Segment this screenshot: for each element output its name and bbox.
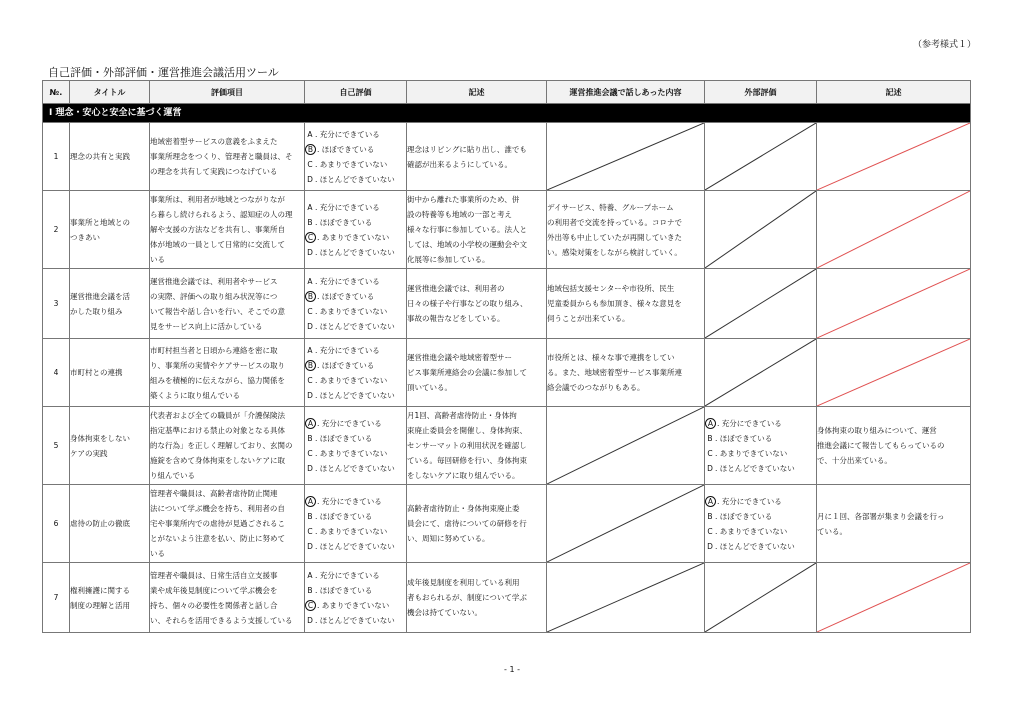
option-letter: A [307,129,313,139]
option-b[interactable]: B . ほぼできている [705,509,816,524]
header-title: タイトル [70,81,150,104]
option-label: 充分にできている [321,496,382,506]
option-label: あまりできていない [719,526,788,536]
header-external-comment: 記述 [817,81,971,104]
option-label: ほぼできている [319,585,373,595]
option-a[interactable]: A . 充分にできている [305,127,406,142]
option-label: ほぼできている [321,360,375,370]
row-title: 虐待の防止の徹底 [70,485,150,563]
self-comment: 高齢者虐待防止・身体拘束廃止委 員会にて、虐待についての研修を行 い、周知に努めている。 [407,485,547,563]
option-d[interactable]: D . ほとんどできていない [305,172,406,187]
option-label: 充分にできている [319,129,380,139]
reference-form-label: （参考様式１） [912,40,976,50]
option-a[interactable]: A . 充分にできている [305,343,406,358]
table-row [43,339,971,407]
self-comment: 月1回、高齢者虐待防止・身体拘 束廃止委員会を開催し、身体拘束、 センサーマットの利用状況を確認し ている。毎回研修を行い、身体拘束 をしないケアに取り組んでいる。 [407,407,547,485]
external-comment-empty-cell [817,269,971,339]
header-external-eval: 外部評価 [705,81,817,104]
option-b[interactable]: B . ほぼできている [305,289,406,304]
self-evaluation-options[interactable] [305,485,407,563]
option-b[interactable]: B . ほぼできている [305,431,406,446]
self-evaluation-options[interactable] [305,123,407,191]
meeting-content: デイサービス、特養、グループホーム の利用者で交流を持っている。コロナで 外出等も中止していたが再開していきた い。感染対策をしながら検討していく。 [547,191,705,269]
option-a[interactable]: A . 充分にできている [305,494,406,509]
evaluation-table [42,80,971,633]
option-c[interactable]: C . あまりできていない [305,157,406,172]
row-title: 市町村との連携 [70,339,150,407]
selected-circle-mark: A [705,418,716,429]
diagonal-line [817,123,970,190]
meeting-content: 市役所とは、様々な事で連携をしてい る。また、地域密着型サービス事業所連 絡会議でのつながりもある。 [547,339,705,407]
table-row [43,191,971,269]
option-c[interactable]: C . あまりできていない [305,524,406,539]
self-evaluation-options[interactable] [305,269,407,339]
header-no: №. [43,81,70,104]
option-label: ほとんどできていない [319,541,395,551]
option-label: あまりできていない [319,306,388,316]
option-label: ほぼできている [321,144,375,154]
diagonal-line [705,563,816,632]
option-label: 充分にできている [319,345,380,355]
option-label: あまりできていない [319,448,388,458]
selected-circle-mark: C [305,600,316,611]
selected-circle-mark: C [305,232,316,243]
option-label: 充分にできている [721,496,782,506]
self-evaluation-options[interactable] [305,407,407,485]
option-label: ほとんどできていない [319,247,395,257]
option-label: ほぼできている [321,291,375,301]
option-label: あまりできていない [319,526,388,536]
meeting-empty-cell [547,123,705,191]
option-letter: A [307,202,313,212]
external-comment-empty-cell [817,191,971,269]
diagonal-line [705,269,816,338]
option-letter: B [707,511,713,521]
option-label: ほとんどできていない [319,615,395,625]
evaluation-item: 管理者や職員は、高齢者虐待防止関連 法について学ぶ機会を持ち、利用者の自 宅や事業所内での虐待が見過ごされるこ とがないよう注意を払い、防止に努めて いる [150,485,305,563]
option-c[interactable]: C . あまりできていない [305,230,406,245]
option-label: 充分にできている [721,418,782,428]
diagonal-line [547,563,704,632]
option-letter: D [307,541,313,551]
self-evaluation-options[interactable] [305,563,407,633]
option-d[interactable]: D . ほとんどできていない [705,539,816,554]
evaluation-item: 事業所は、利用者が地域とつながりなが ら暮らし続けられるよう、認知症の人の理 解や支援の方法などを共有し、事業所自 体が地域の一員として日常的に交流して いる [150,191,305,269]
table-row [43,407,971,485]
table-row [43,269,971,339]
section-title: Ⅰ 理念・安心と安全に基づく運営 [43,104,971,123]
header-item: 評価項目 [150,81,305,104]
diagonal-line [705,191,816,268]
evaluation-item: 管理者や職員は、日常生活自立支援事 業や成年後見制度について学ぶ機会を 持ち、個々の必要性を関係者と話し合 い、それらを活用できるよう支援している [150,563,305,633]
row-title: 身体拘束をしない ケアの実践 [70,407,150,485]
option-label: あまりできていない [319,159,388,169]
header-meeting: 運営推進会議で話しあった内容 [547,81,705,104]
option-letter: D [307,615,313,625]
self-comment: 成年後見制度を利用している利用 者もおられるが、制度について学ぶ 機会は持てていない。 [407,563,547,633]
row-number: 1 [43,123,70,191]
external-comment-empty-cell [817,563,971,633]
evaluation-item: 市町村担当者と日頃から連絡を密に取 り、事業所の実情やケアサービスの取り 組みを積極的に伝えながら、協力関係を 築くように取り組んでいる [150,339,305,407]
self-comment: 運営推進会議では、利用者の 日々の様子や行事などの取り組み、 事故の報告などをしている。 [407,269,547,339]
option-label: あまりできていない [719,448,788,458]
meeting-content: 地域包括支援センターや市役所、民生 児童委員からも参加頂き、様々な意見を 伺うことが出来ている。 [547,269,705,339]
diagonal-line [547,407,704,484]
row-title: 権利擁護に関する 制度の理解と活用 [70,563,150,633]
table-row [43,123,971,191]
option-label: あまりできていない [321,600,390,610]
row-title: 運営推進会議を活 かした取り組み [70,269,150,339]
meeting-empty-cell [547,563,705,633]
row-number: 5 [43,407,70,485]
option-d[interactable]: D . ほとんどできていない [305,539,406,554]
document-title: 自己評価・外部評価・運営推進会議活用ツール [48,66,279,79]
option-label: ほぼできている [319,511,373,521]
option-label: ほとんどできていない [719,463,795,473]
option-label: ほぼできている [719,511,773,521]
option-letter: D [307,390,313,400]
external-eval-empty-cell [705,123,817,191]
option-letter: B [307,217,313,227]
option-c[interactable]: C . あまりできていない [705,524,816,539]
option-d[interactable]: D . ほとんどできていない [305,613,406,628]
row-number: 7 [43,563,70,633]
diagonal-line [817,339,970,406]
option-letter: C [307,448,313,458]
option-letter: D [707,541,713,551]
self-comment: 理念はリビングに貼り出し、誰でも 確認が出来るようにしている。 [407,123,547,191]
option-a[interactable]: A . 充分にできている [305,274,406,289]
option-letter: D [307,463,313,473]
diagonal-line [817,191,970,268]
self-comment: 街中から離れた事業所のため、併 設の特養等も地域の一部と考え 様々な行事に参加している。法人と しては、地域の小学校の運動会や文 化展等に参加している。 [407,191,547,269]
option-b[interactable]: B . ほぼできている [705,431,816,446]
option-a[interactable]: A . 充分にできている [705,416,816,431]
option-d[interactable]: D . ほとんどできていない [305,388,406,403]
option-label: ほぼできている [719,433,773,443]
diagonal-line [547,123,704,190]
option-letter: A [307,345,313,355]
option-letter: D [307,174,313,184]
external-eval-empty-cell [705,191,817,269]
option-letter: B [307,585,313,595]
option-c[interactable]: C . あまりできていない [305,304,406,319]
external-eval-empty-cell [705,269,817,339]
selected-circle-mark: B [305,144,316,155]
option-b[interactable]: B . ほぼできている [305,509,406,524]
diagonal-line [817,563,970,632]
external-comment: 身体拘束の取り組みについて、運営 推進会議にて報告してもらっているの で、十分出来ている。 [817,407,971,485]
option-label: ほとんどできていない [319,390,395,400]
option-letter: C [707,526,713,536]
option-d[interactable]: D . ほとんどできていない [705,461,816,476]
external-eval-empty-cell [705,563,817,633]
page-number: - 1 - [504,665,520,674]
external-comment-empty-cell [817,123,971,191]
row-number: 2 [43,191,70,269]
option-letter: B [307,433,313,443]
option-label: 充分にできている [321,418,382,428]
option-letter: C [707,448,713,458]
option-letter: C [307,159,313,169]
section-row [43,104,971,123]
option-letter: C [307,306,313,316]
row-title: 事業所と地域との つきあい [70,191,150,269]
option-label: 充分にできている [319,202,380,212]
option-c[interactable]: C . あまりできていない [305,598,406,613]
row-number: 6 [43,485,70,563]
table-header-row [43,81,971,104]
option-d[interactable]: D . ほとんどできていない [305,461,406,476]
meeting-empty-cell [547,485,705,563]
diagonal-line [547,485,704,562]
option-letter: A [307,276,313,286]
diagonal-line [817,269,970,338]
option-letter: B [707,433,713,443]
evaluation-item: 代表者および全ての職員が「介護保険法 指定基準における禁止の対象となる具体 的な行為」を正しく理解しており、玄関の 施錠を含めて身体拘束をしないケアに取 り組んでいる [150,407,305,485]
table-row [43,485,971,563]
option-c[interactable]: C . あまりできていない [705,446,816,461]
option-letter: C [307,375,313,385]
option-label: ほとんどできていない [319,321,395,331]
option-label: 充分にできている [319,276,380,286]
selected-circle-mark: A [305,418,316,429]
selected-circle-mark: B [305,291,316,302]
selected-circle-mark: A [305,496,316,507]
option-letter: A [307,570,313,580]
external-comment-empty-cell [817,339,971,407]
evaluation-item: 運営推進会議では、利用者やサービス の実際、評価への取り組み状況等につ いて報告や話し合いを行い、そこでの意 見をサービス向上に活かしている [150,269,305,339]
self-evaluation-options[interactable] [305,191,407,269]
external-eval-empty-cell [705,339,817,407]
self-evaluation-options[interactable] [305,339,407,407]
external-evaluation-options[interactable] [705,485,817,563]
option-label: 充分にできている [319,570,380,580]
option-letter: B [307,511,313,521]
option-b[interactable]: B . ほぼできている [305,142,406,157]
meeting-empty-cell [547,407,705,485]
option-letter: D [307,321,313,331]
option-label: ほとんどできていない [719,541,795,551]
option-label: ほぼできている [319,217,373,227]
option-letter: D [307,247,313,257]
row-number: 4 [43,339,70,407]
self-comment: 運営推進会議や地域密着型サー ビス事業所連絡会の会議に参加して 頂いている。 [407,339,547,407]
option-label: あまりできていない [321,232,390,242]
option-a[interactable]: A . 充分にできている [305,568,406,583]
option-label: ほとんどできていない [319,174,395,184]
header-comment: 記述 [407,81,547,104]
header-self-eval: 自己評価 [305,81,407,104]
option-letter: D [707,463,713,473]
external-evaluation-options[interactable] [705,407,817,485]
row-number: 3 [43,269,70,339]
option-d[interactable]: D . ほとんどできていない [305,245,406,260]
option-b[interactable]: B . ほぼできている [305,215,406,230]
evaluation-item: 地域密着型サービスの意義をふまえた 事業所理念をつくり、管理者と職員は、そ の理念を共有して実践につなげている [150,123,305,191]
option-letter: C [307,526,313,536]
external-comment: 月に１回、各部署が集まり会議を行っ ている。 [817,485,971,563]
option-d[interactable]: D . ほとんどできていない [305,319,406,334]
selected-circle-mark: B [305,360,316,371]
option-b[interactable]: B . ほぼできている [305,583,406,598]
option-a[interactable]: A . 充分にできている [305,200,406,215]
option-c[interactable]: C . あまりできていない [305,373,406,388]
diagonal-line [705,123,816,190]
diagonal-line [705,339,816,406]
row-title: 理念の共有と実践 [70,123,150,191]
option-label: ほとんどできていない [319,463,395,473]
option-b[interactable]: B . ほぼできている [305,358,406,373]
option-a[interactable]: A . 充分にできている [305,416,406,431]
option-label: ほぼできている [319,433,373,443]
table-row [43,563,971,633]
option-c[interactable]: C . あまりできていない [305,446,406,461]
selected-circle-mark: A [705,496,716,507]
option-a[interactable]: A . 充分にできている [705,494,816,509]
option-label: あまりできていない [319,375,388,385]
